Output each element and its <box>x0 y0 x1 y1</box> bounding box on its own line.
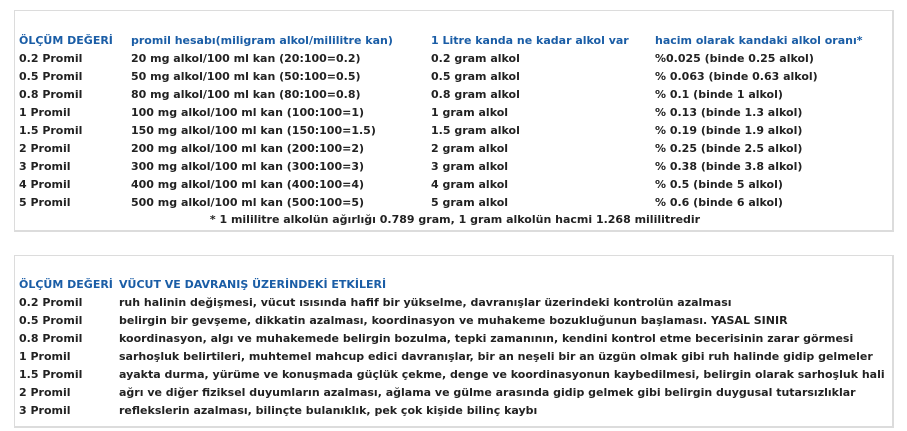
cell-level: 1 Promil <box>19 350 71 363</box>
table-row <box>19 294 889 312</box>
cell-ratio: % 0.38 (binde 3.8 alkol) <box>655 160 803 173</box>
cell-effect: reflekslerin azalması, bilinçte bulanıklık, pek çok kişide bilinç kaybı <box>119 404 538 417</box>
table-row <box>19 50 879 68</box>
cell-level: 2 Promil <box>19 142 71 155</box>
cell-level: 1.5 Promil <box>19 124 83 137</box>
promille-panel <box>14 10 894 232</box>
cell-grams: 0.2 gram alkol <box>431 52 520 65</box>
cell-level: 3 Promil <box>19 160 71 173</box>
header-litre-kanda: 1 Litre kanda ne kadar alkol var <box>431 34 629 47</box>
header-olcum-degeri: ÖLÇÜM DEĞERİ <box>19 278 113 291</box>
header-etkiler: VÜCUT VE DAVRANIŞ ÜZERİNDEKİ ETKİLERİ <box>119 278 387 291</box>
cell-effect: ayakta durma, yürüme ve konuşmada güçlük çekme, denge ve koordinasyonun kaybedilmesi, belirgin olarak sarhoşluk hali <box>119 368 885 381</box>
table-row <box>19 176 879 194</box>
table-header-row <box>19 276 889 294</box>
cell-effect: ağrı ve diğer fiziksel duyumların azalması, ağlama ve gülme arasında gidip gelmek gibi belirgin duygusal tutarsızlıklar <box>119 386 856 399</box>
table-row <box>19 158 879 176</box>
cell-level: 0.2 Promil <box>19 52 83 65</box>
cell-ratio: % 0.1 (binde 1 alkol) <box>655 88 783 101</box>
table-row <box>19 366 889 384</box>
cell-calc: 400 mg alkol/100 ml kan (400:100=4) <box>131 178 365 191</box>
cell-calc: 200 mg alkol/100 ml kan (200:100=2) <box>131 142 365 155</box>
table-row <box>19 104 879 122</box>
effects-panel <box>14 255 894 428</box>
cell-effect: ruh halinin değişmesi, vücut ısısında hafif bir yükselme, davranışlar üzerindeki kontrolün azalması <box>119 296 732 309</box>
cell-level: 2 Promil <box>19 386 71 399</box>
cell-grams: 0.8 gram alkol <box>431 88 520 101</box>
header-hacim-orani: hacim olarak kandaki alkol oranı* <box>655 34 863 47</box>
cell-grams: 0.5 gram alkol <box>431 70 520 83</box>
table-row <box>19 330 889 348</box>
cell-calc: 100 mg alkol/100 ml kan (100:100=1) <box>131 106 365 119</box>
cell-calc: 500 mg alkol/100 ml kan (500:100=5) <box>131 196 365 209</box>
cell-ratio: % 0.6 (binde 6 alkol) <box>655 196 783 209</box>
cell-level: 1 Promil <box>19 106 71 119</box>
footnote: * 1 mililitre alkolün ağırlığı 0.789 gram, 1 gram alkolün hacmi 1.268 mililitredir <box>209 213 701 226</box>
cell-level: 0.5 Promil <box>19 70 83 83</box>
header-olcum-degeri: ÖLÇÜM DEĞERİ <box>19 34 113 47</box>
table-row <box>19 384 889 402</box>
table-row <box>19 122 879 140</box>
cell-effect: sarhoşluk belirtileri, muhtemel mahcup edici davranışlar, bir an neşeli bir an üzgün olmak gibi ruh halinde gidip gelmeler <box>119 350 873 363</box>
cell-calc: 300 mg alkol/100 ml kan (300:100=3) <box>131 160 365 173</box>
cell-grams: 1.5 gram alkol <box>431 124 520 137</box>
table-row <box>19 140 879 158</box>
table-row <box>19 348 889 366</box>
table-header-row <box>19 32 879 50</box>
table-row <box>19 86 879 104</box>
effects-table <box>19 276 889 420</box>
cell-grams: 4 gram alkol <box>431 178 509 191</box>
cell-level: 0.8 Promil <box>19 332 83 345</box>
cell-level: 3 Promil <box>19 404 71 417</box>
cell-effect: belirgin bir gevşeme, dikkatin azalması, koordinasyon ve muhakeme bozukluğunun başlaması. YASAL SINIR <box>119 314 788 327</box>
cell-effect: koordinasyon, algı ve muhakemede belirgin bozulma, tepki zamanının, kendini kontrol etme becerisinin zarar görmesi <box>119 332 854 345</box>
cell-grams: 2 gram alkol <box>431 142 509 155</box>
table-row <box>19 194 879 212</box>
table-row <box>19 68 879 86</box>
cell-ratio: % 0.13 (binde 1.3 alkol) <box>655 106 803 119</box>
table-row <box>19 312 889 330</box>
cell-level: 0.2 Promil <box>19 296 83 309</box>
cell-calc: 20 mg alkol/100 ml kan (20:100=0.2) <box>131 52 361 65</box>
cell-calc: 80 mg alkol/100 ml kan (80:100=0.8) <box>131 88 361 101</box>
cell-level: 4 Promil <box>19 178 71 191</box>
cell-grams: 3 gram alkol <box>431 160 509 173</box>
cell-level: 0.8 Promil <box>19 88 83 101</box>
cell-ratio: % 0.25 (binde 2.5 alkol) <box>655 142 803 155</box>
cell-level: 5 Promil <box>19 196 71 209</box>
promille-table <box>19 32 879 212</box>
cell-ratio: % 0.19 (binde 1.9 alkol) <box>655 124 803 137</box>
cell-calc: 150 mg alkol/100 ml kan (150:100=1.5) <box>131 124 376 137</box>
header-promil-hesabi: promil hesabı(miligram alkol/mililitre kan) <box>131 34 393 47</box>
table-row <box>19 402 889 420</box>
cell-grams: 1 gram alkol <box>431 106 509 119</box>
cell-ratio: % 0.5 (binde 5 alkol) <box>655 178 783 191</box>
cell-level: 0.5 Promil <box>19 314 83 327</box>
cell-level: 1.5 Promil <box>19 368 83 381</box>
cell-ratio: % 0.063 (binde 0.63 alkol) <box>655 70 818 83</box>
cell-grams: 5 gram alkol <box>431 196 509 209</box>
cell-ratio: %0.025 (binde 0.25 alkol) <box>655 52 814 65</box>
cell-calc: 50 mg alkol/100 ml kan (50:100=0.5) <box>131 70 361 83</box>
